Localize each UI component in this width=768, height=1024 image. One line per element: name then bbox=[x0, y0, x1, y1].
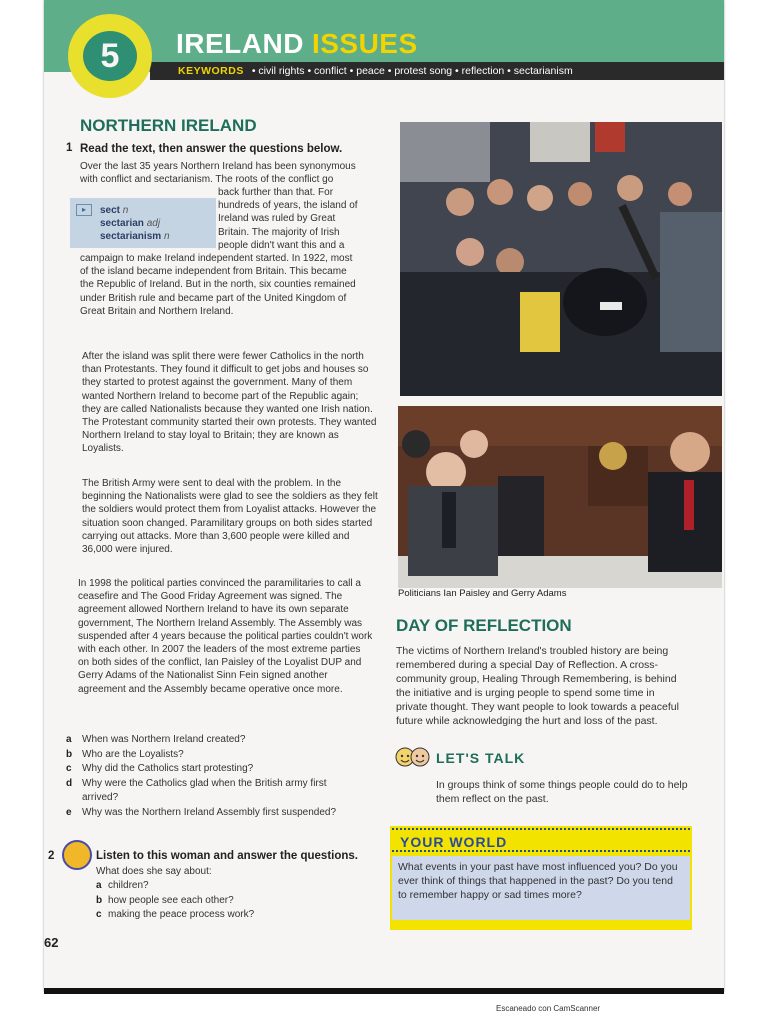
keywords-bar bbox=[150, 62, 724, 80]
question-item bbox=[66, 777, 344, 806]
section-heading-northern-ireland: NORTHERN IRELAND bbox=[80, 116, 257, 135]
paragraph-3: The British Army were sent to deal with the problem. In the beginning the Nationalists were glad to see the soldiers as they felt the soldiers would protect them from Loyalist attacks. However the situation soon changed. Paramilitary groups on both sides started carrying out attacks. More than 3,600 people were killed and 36,000 were injured. bbox=[82, 478, 378, 556]
question-item bbox=[66, 733, 366, 748]
politicians-photo-illustration bbox=[398, 406, 722, 588]
question-item bbox=[66, 806, 366, 821]
vocab-pos: adj bbox=[146, 218, 161, 229]
unit-number-badge bbox=[68, 14, 152, 98]
exercise-1-number: 1 bbox=[66, 142, 73, 154]
question-letter: d bbox=[66, 777, 73, 789]
unit-number: 5 bbox=[83, 31, 137, 81]
your-world-text: What events in your past have most influenced you? Do you ever think of things that happened in the past? Do you tend to remember happy or sad times more? bbox=[392, 856, 690, 920]
vocab-item bbox=[100, 204, 170, 217]
riot-photo bbox=[400, 122, 722, 396]
question-letter: e bbox=[66, 806, 72, 818]
vocab-pos: n bbox=[122, 205, 129, 216]
exercise-2-number: 2 bbox=[48, 850, 55, 862]
page-number: 62 bbox=[44, 935, 59, 950]
vocab-word: sect bbox=[100, 205, 121, 216]
keywords-list: • civil rights • conflict • peace • protest song • reflection • sectarianism bbox=[251, 65, 573, 77]
exercise-2-intro: What does she say about: bbox=[96, 866, 212, 877]
text-line: Britain. The majority of Irish bbox=[218, 226, 340, 238]
unit-title-part1: IRELAND bbox=[176, 28, 304, 59]
item-text: children? bbox=[108, 880, 149, 891]
item-text: how people see each other? bbox=[108, 894, 234, 906]
text-line: the Republic of Ireland. But in the north, six counties remained bbox=[80, 279, 356, 291]
lets-talk-text: In groups think of some things people could do to help them reflect on the past. bbox=[436, 779, 688, 805]
text-line: Over the last 35 years Northern Ireland has been synonymous bbox=[80, 161, 356, 172]
unit-title bbox=[176, 28, 418, 60]
your-world-header bbox=[392, 828, 690, 852]
keywords-label: KEYWORDS bbox=[178, 65, 244, 77]
question-letter: b bbox=[66, 748, 73, 760]
lets-talk-label: LET'S TALK bbox=[436, 750, 526, 766]
question-text: Why were the Catholics glad when the British army first arrived? bbox=[82, 777, 327, 804]
your-world-label: YOUR WORLD bbox=[400, 834, 508, 850]
exercise-2-item bbox=[96, 894, 254, 909]
text-line: people didn't want this and a bbox=[218, 239, 345, 251]
item-letter: b bbox=[96, 894, 103, 906]
text-line: campaign to make Ireland independent started. In 1922, most bbox=[80, 253, 353, 264]
item-text: making the peace process work? bbox=[108, 909, 255, 921]
item-letter: c bbox=[96, 909, 102, 921]
question-text: Who are the Loyalists? bbox=[82, 748, 184, 760]
exercise-2-instruction: Listen to this woman and answer the questions. bbox=[96, 850, 358, 862]
text-line: of the island became independent from Britain. This became bbox=[80, 266, 347, 278]
text-line: Great Britain and Northern Ireland. bbox=[80, 305, 234, 317]
paragraph-4: In 1998 the political parties convinced the paramilitaries to call a ceasefire and The Good Friday Agreement was signed. The agreement allowed Northern Ireland to have its own separate government, The Northern Ireland Assembly. The Assembly was suspended after 4 years because the political parties couldn't work with each other. In 2007 the leaders of the most extreme parties on both sides of the conflict, Ian Paisley of the Loyalist DUP and Gerry Adams of the Nationalist Sinn Fein signed another agreement and the Assembly became operative once more. bbox=[78, 578, 373, 695]
question-letter: a bbox=[66, 734, 72, 745]
exercise-2-item bbox=[96, 879, 254, 894]
page-edge bbox=[44, 988, 724, 994]
question-letter: c bbox=[66, 763, 72, 775]
paragraph-2: After the island was split there were fewer Catholics in the north than Protestants. They found it difficult to get jobs and houses so they started to protest against the government. Many of them wanted Northern Ireland to become part of the Republic again; they are called Nationalists because they wanted one Irish nation. The Protestant community started their own protests. They wanted Northern Ireland to stay loyal to Britain; they are known as Loyalists. bbox=[82, 351, 377, 455]
text-line: under British rule and became part of the United Kingdom of bbox=[80, 292, 347, 304]
vocab-word: sectarianism bbox=[100, 231, 162, 242]
section-heading-day-of-reflection: DAY OF REFLECTION bbox=[396, 616, 572, 635]
scanner-watermark: Escaneado con CamScanner bbox=[496, 1004, 601, 1013]
vocab-pos: n bbox=[163, 231, 170, 242]
vocab-item bbox=[100, 217, 170, 230]
text-line: back further than that. For bbox=[218, 187, 334, 198]
question-text: When was Northern Ireland created? bbox=[82, 734, 246, 745]
exercise-1-instruction: Read the text, then answer the questions below. bbox=[80, 143, 343, 155]
text-line: hundreds of years, the island of bbox=[218, 200, 358, 212]
photo-caption: Politicians Ian Paisley and Gerry Adams bbox=[398, 588, 567, 599]
politicians-photo bbox=[398, 406, 722, 588]
paragraph-1-bottom bbox=[80, 252, 380, 318]
exercise-2-items bbox=[96, 879, 254, 923]
question-item bbox=[66, 748, 366, 763]
exercise-1-questions bbox=[66, 733, 366, 821]
day-of-reflection-text: The victims of Northern Ireland's troubled history are being remembered during a special Day of Reflection. A cross-community group, Healing Through Remembering, is behind the initiative and is urging people to spend some time in private thought. They want people to look towards a peaceful future while acknowledging the hurt and loss of the past. bbox=[396, 645, 679, 727]
question-text: Why did the Catholics start protesting? bbox=[82, 763, 254, 775]
item-letter: a bbox=[96, 880, 102, 891]
question-item bbox=[66, 762, 366, 777]
vocabulary-box bbox=[70, 198, 216, 248]
question-text: Why was the Northern Ireland Assembly first suspended? bbox=[82, 806, 337, 818]
text-line: Ireland was ruled by Great bbox=[218, 213, 336, 225]
vocab-word: sectarian bbox=[100, 218, 144, 229]
text-line: with conflict and sectarianism. The roots of the conflict go bbox=[80, 174, 334, 186]
riot-photo-illustration bbox=[400, 122, 722, 396]
vocab-item bbox=[100, 230, 170, 243]
your-world-box bbox=[390, 826, 692, 930]
unit-title-part2: ISSUES bbox=[311, 28, 418, 59]
paragraph-1-top bbox=[80, 160, 380, 186]
lets-talk-faces-icon bbox=[394, 744, 432, 770]
vocabulary-icon: ▸ bbox=[76, 204, 92, 216]
listening-headphones-icon bbox=[62, 840, 92, 870]
exercise-2-item bbox=[96, 908, 254, 923]
paragraph-1-wrap bbox=[218, 186, 378, 252]
